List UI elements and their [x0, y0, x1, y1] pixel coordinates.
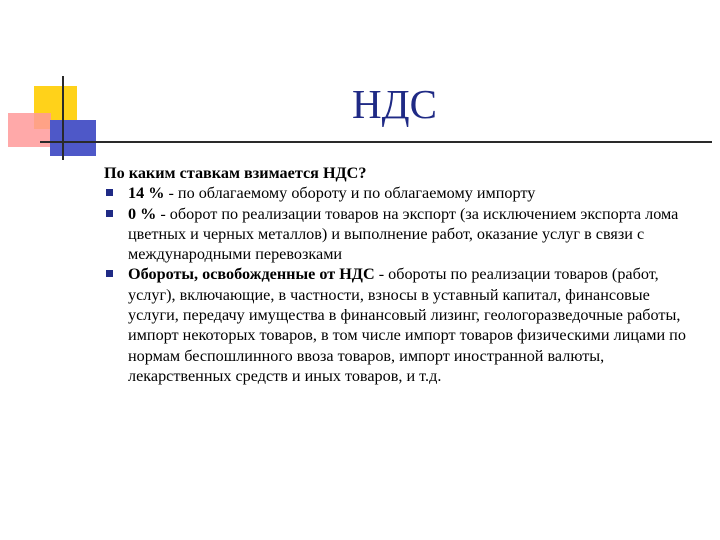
- slide-content: [104, 163, 704, 386]
- bullet-item: [104, 204, 704, 265]
- bullet-text: - по облагаемому обороту и по облагаемому импорту: [164, 184, 536, 203]
- square-bullet-icon: [106, 210, 113, 217]
- bullet-bold-text: 14 %: [128, 184, 165, 203]
- square-bullet-icon: [106, 189, 113, 196]
- bullet-text: - оборот по реализации товаров на экспорт (за исключением экспорта лома цветных и черных металлов) и выполнение работ, оказание услуг в связи с международными перевозками: [128, 204, 679, 264]
- slide-title: НДС: [352, 81, 437, 127]
- decor-blue-square: [50, 120, 96, 156]
- bullet-text: - обороты по реализации товаров (работ, услуг), включающие, в частности, взносы в уставный капитал, финансовые услуги, передачу имущества в финансовый лизинг, геологоразведочные работы, импорт некоторых товаров, в том числе импорт товаров физическими лицами по нормам беспошлинного ввоза товаров, импорт иностранной валюты, лекарственных средств и иных товаров, и т.д.: [128, 265, 686, 385]
- bullet-item: [104, 183, 704, 203]
- decor-vertical-line: [62, 76, 64, 160]
- question-text: По каким ставкам взимается НДС?: [104, 164, 367, 182]
- bullet-list: [104, 183, 704, 386]
- title-divider-line: [40, 141, 712, 143]
- square-bullet-icon: [106, 270, 113, 277]
- bullet-item: [104, 264, 704, 386]
- bullet-bold-text: Обороты, освобожденные от НДС: [128, 265, 375, 284]
- bullet-bold-text: 0 %: [128, 204, 157, 223]
